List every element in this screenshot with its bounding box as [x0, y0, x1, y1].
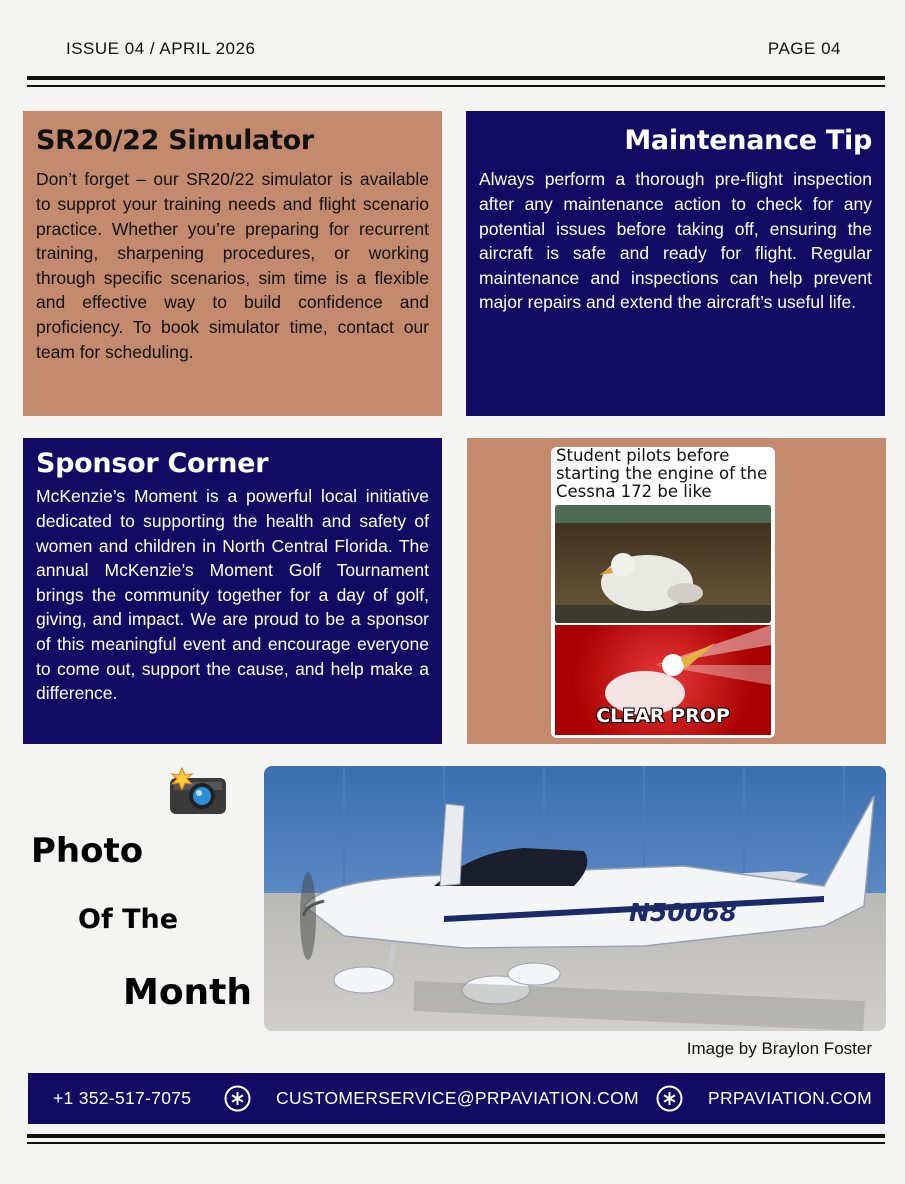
sponsor-title: Sponsor Corner — [36, 448, 269, 479]
meme-screaming-seagull — [555, 625, 771, 735]
email-address[interactable]: CUSTOMERSERVICE@PRPAVIATION.COM — [276, 1088, 639, 1108]
aircraft-photo — [264, 766, 886, 1031]
maintenance-title: Maintenance Tip — [624, 125, 872, 156]
photo-credit: Image by Braylon Foster — [686, 1039, 872, 1058]
header-rule — [27, 76, 885, 80]
meme-label: CLEAR PROP — [596, 705, 730, 727]
footer-rule — [27, 1134, 885, 1138]
potm-line-month: Month — [123, 972, 253, 1013]
phone-number[interactable]: +1 352-517-7075 — [53, 1088, 192, 1108]
camera-flash-icon — [168, 766, 228, 816]
footer-rule-thin — [27, 1142, 885, 1144]
potm-line-ofthe: Of The — [78, 904, 179, 935]
header-rule-thin — [27, 85, 885, 87]
contact-bar — [28, 1073, 885, 1124]
meme-caption: Student pilots before starting the engine of the Cessna 172 be like — [556, 447, 768, 501]
tail-number: N50068 — [629, 898, 737, 927]
simulator-section — [23, 111, 442, 416]
potm-line-photo: Photo — [31, 831, 144, 871]
sponsor-section — [23, 438, 442, 744]
issue-date: ISSUE 04 / APRIL 2026 — [66, 39, 256, 58]
asterisk-circle-icon — [656, 1085, 683, 1112]
simulator-body: Don’t forget – our SR20/22 simulator is available to supprot your training needs and flight scenario practice. Whether you’re preparing for recurrent training, sharpening procedures, or working through specific scenarios, sim time is a flexible and effective way to build confidence and proficiency. To book simulator time, contact our team for scheduling. — [36, 169, 429, 362]
asterisk-circle-icon — [224, 1085, 251, 1112]
website-link[interactable]: PRPAVIATION.COM — [708, 1088, 872, 1108]
simulator-title: SR20/22 Simulator — [36, 125, 314, 156]
maintenance-section — [466, 111, 885, 416]
page-number: PAGE 04 — [767, 39, 841, 58]
meme-calm-seagull — [555, 505, 771, 623]
sponsor-body: McKenzie’s Moment is a powerful local initiative dedicated to supporting the health and safety of women and children in North Central Florida. The annual McKenzie’s Moment Golf Tournament brings the community together for a day of golf, giving, and impact. We are proud to be a sponsor of this meaningful event and encourage everyone to come out, support the cause, and help make a difference. — [36, 486, 429, 704]
meme-image — [551, 447, 775, 738]
maintenance-body: Always perform a thorough pre-flight inspection after any maintenance action to check for any potential issues before taking off, ensuring the aircraft is safe and ready for flight. Regular maintenance and inspections can help prevent major repairs and extend the aircraft’s useful life. — [479, 169, 872, 313]
